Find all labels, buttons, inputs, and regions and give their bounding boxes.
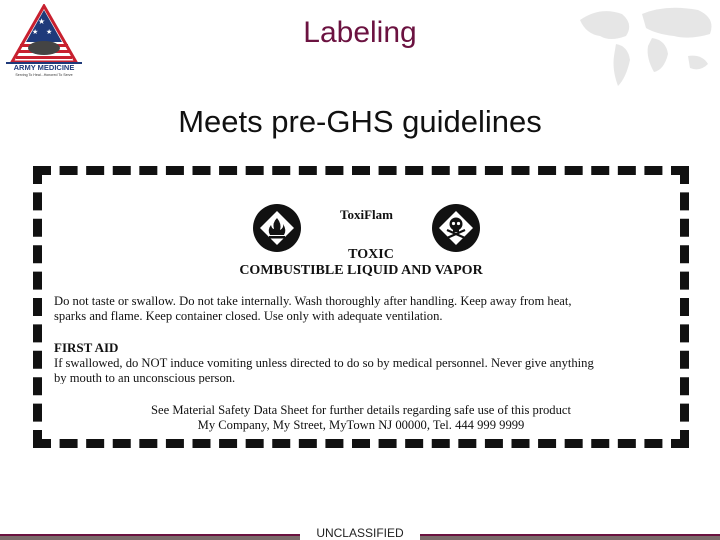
company-contact: My Company, My Street, MyTown NJ 00000, Tel. 444 999 9999 (197, 418, 525, 432)
signal-word-combustible: COMBUSTIBLE LIQUID AND VAPOR (239, 263, 483, 278)
first-aid-line: If swallowed, do NOT induce vomiting unless directed to do so by medical personnel. Never give anything (54, 356, 594, 370)
first-aid-line: by mouth to an unconscious person. (54, 371, 236, 384)
svg-text:★: ★ (38, 17, 46, 26)
first-aid-text (54, 356, 664, 384)
chemical-label-body (50, 183, 672, 431)
sds-note: See Material Safety Data Sheet for further details regarding safe use of this product (151, 403, 571, 417)
logo-tagline: Serving To Heal...Honored To Serve (15, 73, 73, 77)
first-aid-heading: FIRST AID (54, 340, 119, 355)
chemical-label (33, 166, 689, 448)
logo-text: ARMY MEDICINE (13, 63, 75, 72)
svg-text:★: ★ (32, 28, 39, 36)
precaution-line: Do not taste or swallow. Do not take internally. Wash thoroughly after handling. Keep away from heat, (54, 294, 572, 308)
signal-words (50, 247, 672, 279)
precautionary-statements (54, 294, 654, 324)
classification-marking: UNCLASSIFIED (300, 526, 420, 540)
slide-title: Labeling (303, 16, 417, 49)
slide-subtitle: Meets pre-GHS guidelines (178, 104, 542, 139)
product-name: ToxiFlam (340, 207, 393, 222)
sds-reference (50, 403, 672, 433)
precaution-line: sparks and flame. Keep container closed. Use only with adequate ventilation. (54, 309, 443, 323)
svg-text:★: ★ (46, 28, 53, 36)
signal-word-toxic: TOXIC (348, 247, 394, 262)
